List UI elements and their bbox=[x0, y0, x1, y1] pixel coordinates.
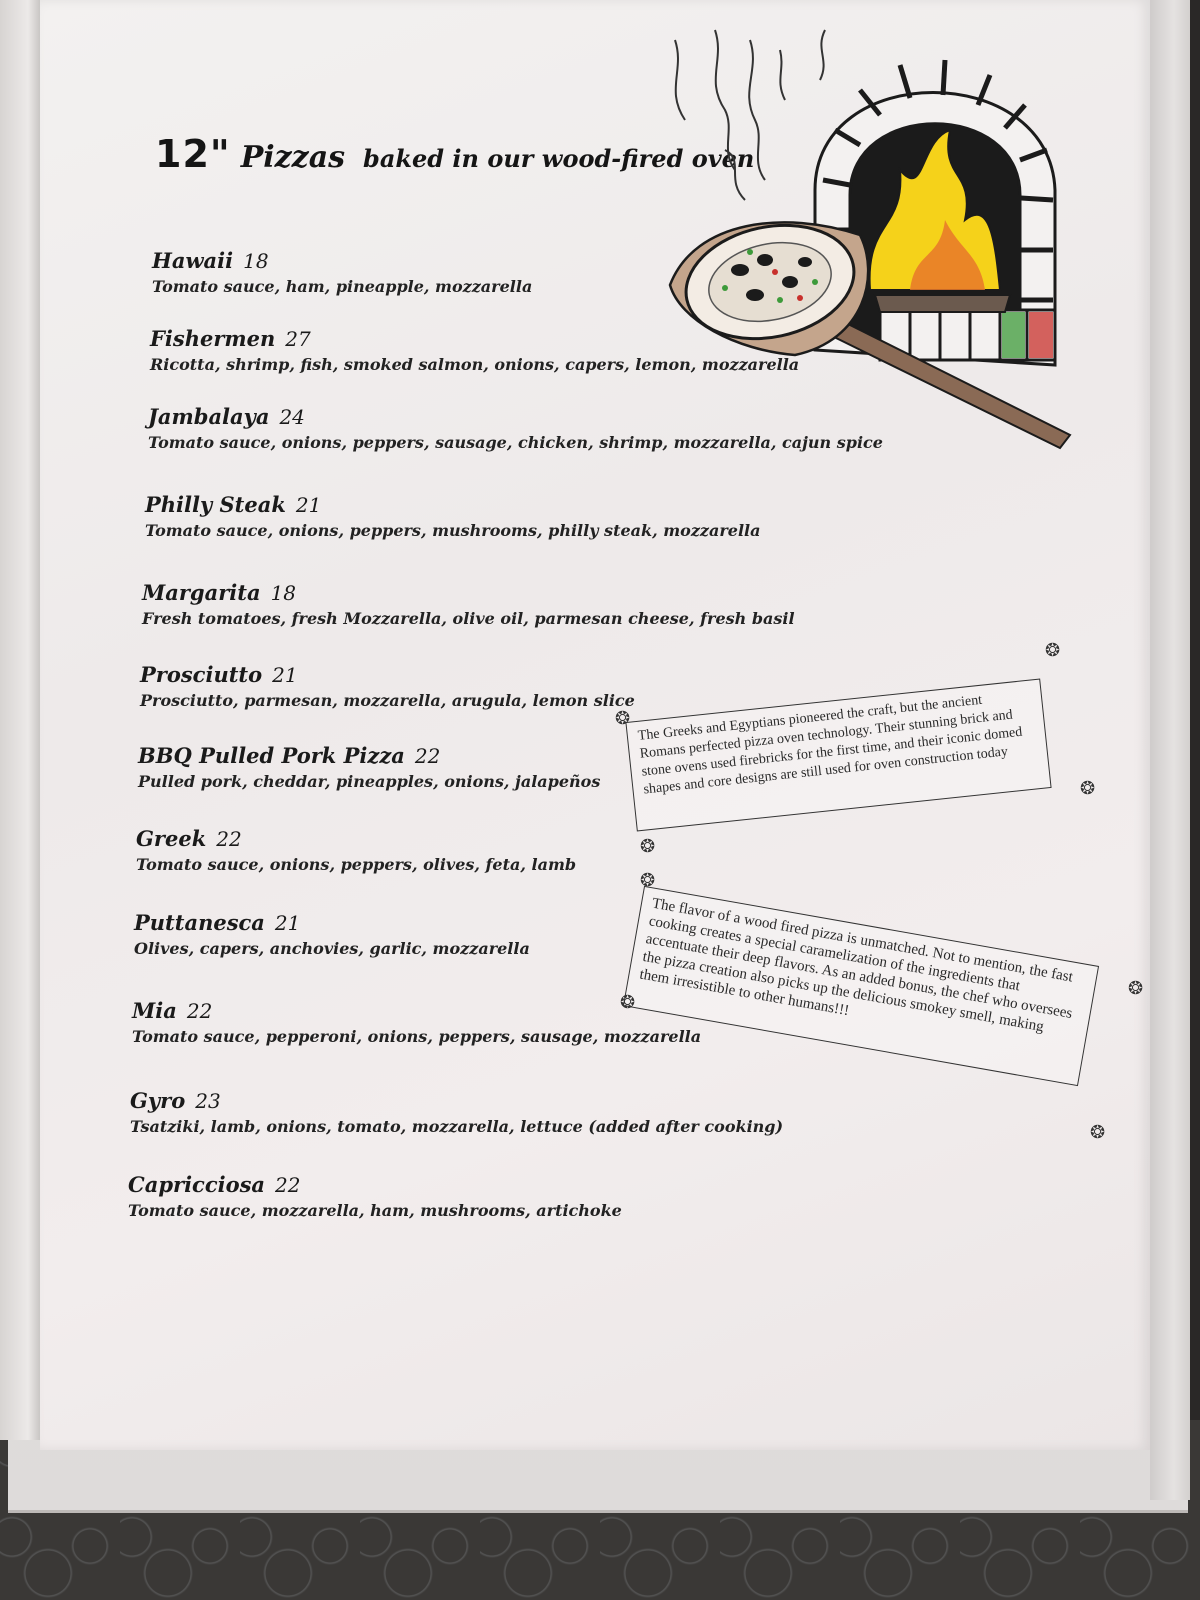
menu-item-philly-steak bbox=[145, 492, 761, 540]
menu-item-mia bbox=[132, 998, 701, 1046]
scroll-curl-icon: ❂ bbox=[640, 870, 656, 891]
scroll-curl-icon: ❂ bbox=[1090, 1122, 1106, 1143]
item-description: Prosciutto, parmesan, mozzarella, arugula, lemon slice bbox=[140, 691, 635, 710]
sleeve-right-edge bbox=[1150, 0, 1190, 1500]
menu-item-capricciosa bbox=[128, 1172, 622, 1220]
item-name: Greek bbox=[136, 826, 207, 851]
item-name: Jambalaya bbox=[148, 404, 270, 429]
item-description: Tomato sauce, pepperoni, onions, peppers, sausage, mozzarella bbox=[132, 1027, 702, 1046]
item-description: Tomato sauce, onions, peppers, sausage, chicken, shrimp, mozzarella, cajun spice bbox=[148, 433, 883, 452]
item-price: 18 bbox=[243, 249, 269, 273]
item-description: Ricotta, shrimp, fish, smoked salmon, onions, capers, lemon, mozzarella bbox=[150, 355, 800, 374]
item-name: Prosciutto bbox=[140, 662, 263, 687]
menu-item-fishermen bbox=[150, 326, 799, 374]
item-price: 21 bbox=[272, 663, 298, 687]
scroll-curl-icon: ❂ bbox=[1045, 640, 1061, 661]
item-price: 18 bbox=[270, 581, 297, 605]
menu-subtitle: baked in our wood-fired oven bbox=[363, 144, 755, 173]
menu-item-prosciutto bbox=[140, 662, 635, 710]
item-description: Fresh tomatoes, fresh Mozzarella, olive oil, parmesan cheese, fresh basil bbox=[142, 609, 795, 628]
item-description: Tomato sauce, onions, peppers, mushrooms, philly steak, mozzarella bbox=[145, 521, 761, 540]
menu-item-greek bbox=[136, 826, 576, 874]
item-price: 21 bbox=[274, 911, 301, 935]
item-price: 27 bbox=[285, 327, 311, 351]
scroll-curl-icon: ❂ bbox=[640, 836, 656, 857]
item-name: Capricciosa bbox=[128, 1172, 266, 1197]
menu-item-bbq-pulled-pork bbox=[138, 743, 600, 791]
item-price: 22 bbox=[216, 827, 242, 851]
item-name: Puttanesca bbox=[134, 910, 265, 935]
menu-item-margarita bbox=[142, 580, 795, 628]
item-name: Philly Steak bbox=[145, 492, 286, 517]
item-name: Mia bbox=[132, 998, 177, 1023]
item-name: Hawaii bbox=[152, 248, 234, 273]
item-description: Tomato sauce, mozzarella, ham, mushrooms, artichoke bbox=[128, 1201, 622, 1220]
menu-item-jambalaya bbox=[148, 404, 883, 452]
menu-item-hawaii bbox=[152, 248, 532, 296]
scroll-curl-icon: ❂ bbox=[1080, 778, 1096, 799]
wood-fired-oven-illustration bbox=[665, 20, 1085, 460]
item-description: Tsatziki, lamb, onions, tomato, mozzarella, lettuce (added after cooking) bbox=[130, 1117, 784, 1136]
item-price: 22 bbox=[414, 744, 441, 768]
item-name: Margarita bbox=[142, 580, 261, 605]
smoke-icon bbox=[675, 30, 825, 200]
item-name: Fishermen bbox=[150, 326, 276, 351]
item-price: 23 bbox=[195, 1089, 221, 1113]
history-note-text: The Greeks and Egyptians pioneered the craft, but the ancient Romans perfected pizza oven technology. Their stunning brick and stone ovens used firebricks for the first time, and their iconic domed shapes and core designs are still used for oven construction today bbox=[637, 692, 1023, 798]
pizza-size: 12" bbox=[155, 132, 231, 176]
item-description: Pulled pork, cheddar, pineapples, onions, jalapeños bbox=[138, 772, 601, 791]
item-name: Gyro bbox=[130, 1088, 186, 1113]
menu-title: Pizzas bbox=[240, 140, 346, 175]
menu-item-puttanesca bbox=[134, 910, 530, 958]
item-name: BBQ Pulled Pork Pizza bbox=[138, 743, 405, 768]
item-price: 21 bbox=[295, 493, 322, 517]
flavor-note-text: The flavor of a wood fired pizza is unmatched. Not to mention, the fast cooking creates a special caramelization of the ingredients that accentuate their deep flavors. As an added bonus, the chef who oversees the pizza creation also picks up the delicious smokey smell, making them irresistible to other humans!!! bbox=[638, 895, 1075, 1036]
scroll-curl-icon: ❂ bbox=[620, 992, 636, 1013]
item-price: 22 bbox=[186, 999, 213, 1023]
item-description: Olives, capers, anchovies, garlic, mozzarella bbox=[134, 939, 530, 958]
item-description: Tomato sauce, ham, pineapple, mozzarella bbox=[152, 277, 533, 296]
menu-item-gyro bbox=[130, 1088, 783, 1136]
scroll-curl-icon: ❂ bbox=[615, 708, 631, 729]
item-price: 22 bbox=[275, 1173, 301, 1197]
item-description: Tomato sauce, onions, peppers, olives, feta, lamb bbox=[136, 855, 577, 874]
item-price: 24 bbox=[279, 405, 305, 429]
scroll-curl-icon: ❂ bbox=[1128, 978, 1144, 999]
previous-page-edge bbox=[0, 0, 42, 1440]
